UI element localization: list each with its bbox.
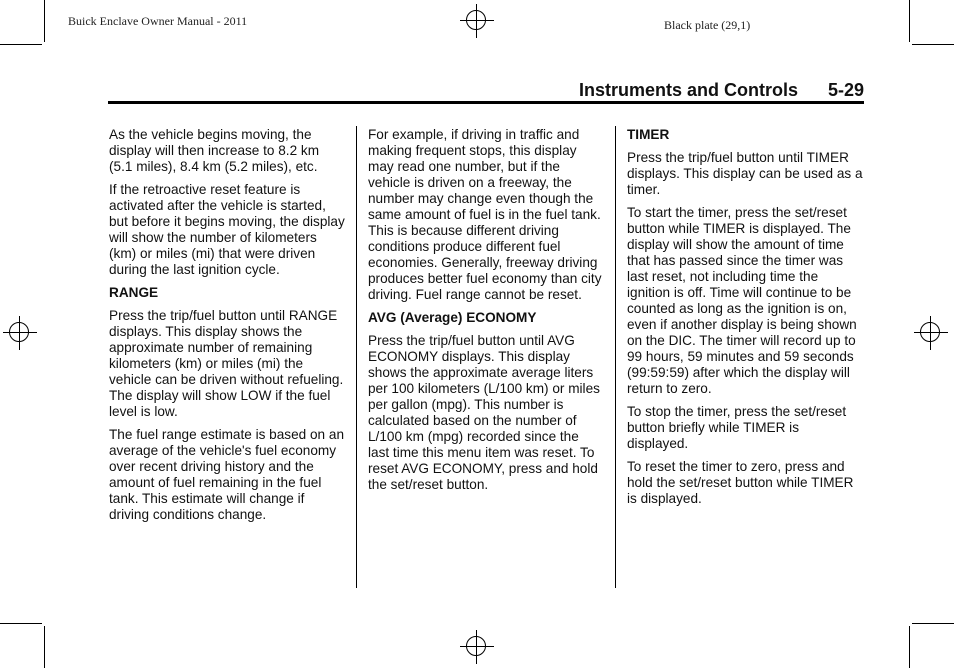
- crop-mark: [0, 623, 42, 624]
- paragraph: The fuel range estimate is based on an average of the vehicle's fuel economy over recent driving history and the amount of fuel remaining in the fuel tank. This estimate will change if driving conditions change.: [109, 427, 345, 522]
- paragraph: As the vehicle begins moving, the display will then increase to 8.2 km (5.1 miles), 8.4 km (5.2 miles), etc.: [109, 127, 320, 174]
- column-divider: [356, 126, 357, 588]
- column-1: [109, 127, 345, 530]
- crop-mark: [909, 626, 910, 668]
- page-number: 5-29: [827, 80, 864, 100]
- crop-mark: [912, 44, 954, 45]
- header-rule: [108, 101, 864, 104]
- page-header: [108, 80, 864, 101]
- paragraph: If the retroactive reset feature is activated after the vehicle is started, but before it begins moving, the display will show the number of kilometers (km) or miles (mi) that were driven during the last ignition cycle.: [109, 182, 345, 277]
- column-2: [368, 127, 602, 500]
- paragraph: To start the timer, press the set/reset button while TIMER is displayed. The display will show the amount of time that has passed since the timer was last reset, not including time the ignition is off. Time will continue to be counted as long as the ignition is on, even if another display is being shown on the DIC. The timer will record up to 99 hours, 59 minutes and 59 seconds (99:59:59) after which the display will return to zero.: [627, 205, 857, 396]
- paragraph: Press the trip/fuel button until AVG ECONOMY displays. This display shows the approximate average liters per 100 kilometers (L/100 km) or miles per gallon (mpg). This number is calculated based on the number of L/100 km (mpg) recorded since the last time this menu item was reset. To reset AVG ECONOMY, press and hold the set/reset button.: [368, 333, 600, 492]
- section-heading-range: RANGE: [109, 285, 159, 300]
- plate-label-left: Buick Enclave Owner Manual - 2011: [68, 14, 248, 28]
- registration-mark-icon: [460, 4, 494, 38]
- paragraph: For example, if driving in traffic and making frequent stops, this display may read one number, but if the vehicle is driven on a freeway, the number may change even though the same amount of fuel is in the fuel tank. This is because different driving conditions produce different fuel economies. Generally, freeway driving produces better fuel economy than city driving. Fuel range cannot be reset.: [368, 127, 602, 302]
- section-heading-avg-economy: AVG (Average) ECONOMY: [368, 310, 537, 325]
- paragraph: Press the trip/fuel button until RANGE displays. This display shows the approximate number of remaining kilometers (km) or miles (mi) the vehicle can be driven without refueling. The display will show LOW if the fuel level is low.: [109, 308, 344, 419]
- column-3: [627, 127, 863, 514]
- column-divider: [615, 126, 616, 588]
- paragraph: Press the trip/fuel button until TIMER displays. This display can be used as a timer.: [627, 150, 863, 197]
- registration-mark-icon: [3, 316, 37, 350]
- crop-mark: [44, 626, 45, 668]
- section-title: Instruments and Controls: [578, 80, 798, 100]
- crop-mark: [0, 44, 42, 45]
- paragraph: To reset the timer to zero, press and hold the set/reset button while TIMER is displayed.: [627, 459, 854, 506]
- section-heading-timer: TIMER: [627, 127, 670, 142]
- crop-mark: [912, 623, 954, 624]
- crop-mark: [44, 0, 45, 42]
- plate-label-right: Black plate (29,1): [664, 18, 751, 32]
- crop-mark: [909, 0, 910, 42]
- registration-mark-icon: [914, 316, 948, 350]
- registration-mark-icon: [460, 630, 494, 664]
- paragraph: To stop the timer, press the set/reset button briefly while TIMER is displayed.: [627, 404, 847, 451]
